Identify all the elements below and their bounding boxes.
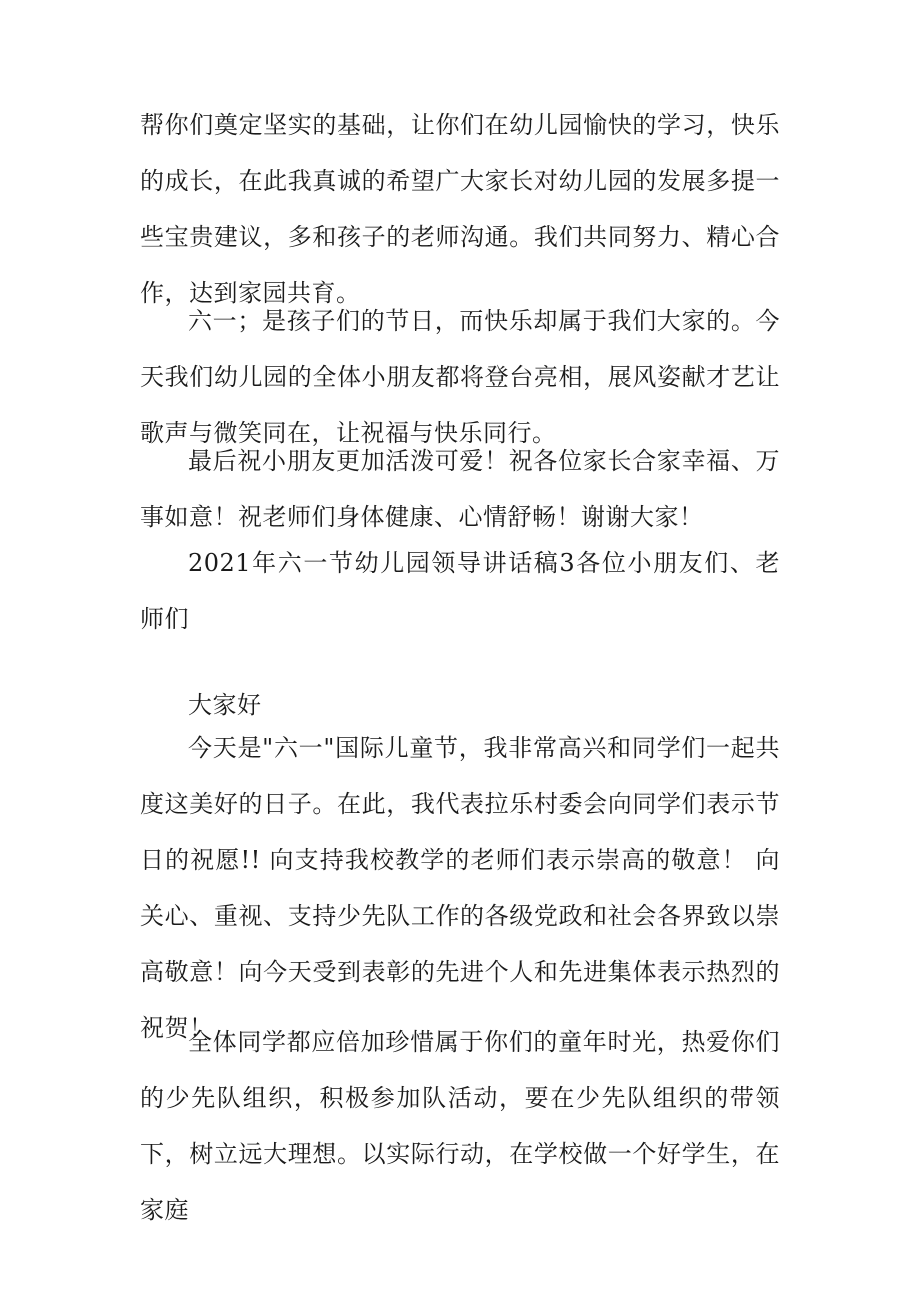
paragraph-student-advice: 全体同学都应倍加珍惜属于你们的童年时光，热爱你们的少先队组织，积极参加队活动，要在少先队组织的带领下，树立远大理想。以实际行动，在学校做一个好学生，在家庭 bbox=[140, 1028, 780, 1224]
paragraph-greeting: 大家好 bbox=[188, 691, 262, 719]
paragraph-festival-remarks: 今天是"六一"国际儿童节，我非常高兴和同学们一起共度这美好的日子。在此，我代表拉乐村委会向同学们表示节日的祝愿!! 向支持我校教学的老师们表示崇高的敬意！ 向关心、重视、支持少先队工作的各级党政和社会各界致以崇高敬意！向今天受到表彰的先进个人和先进集体表示热烈的祝贺！ bbox=[140, 734, 780, 1042]
paragraph-speech-heading: 2021年六一节幼儿园领导讲话稿3各位小朋友们、老师们 bbox=[140, 549, 780, 633]
paragraph-closing-wishes: 最后祝小朋友更加活泼可爱！祝各位家长合家幸福、万事如意！祝老师们身体健康、心情舒畅！谢谢大家！ bbox=[140, 447, 780, 531]
paragraph-children-day: 六一；是孩子们的节日，而快乐却属于我们大家的。今天我们幼儿园的全体小朋友都将登台亮相，展风姿献才艺让歌声与微笑同在，让祝福与快乐同行。 bbox=[140, 307, 780, 447]
paragraph-continuation: 帮你们奠定坚实的基础，让你们在幼儿园愉快的学习，快乐的成长，在此我真诚的希望广大家长对幼儿园的发展多提一些宝贵建议，多和孩子的老师沟通。我们共同努力、精心合作，达到家园共育。 bbox=[140, 111, 780, 307]
